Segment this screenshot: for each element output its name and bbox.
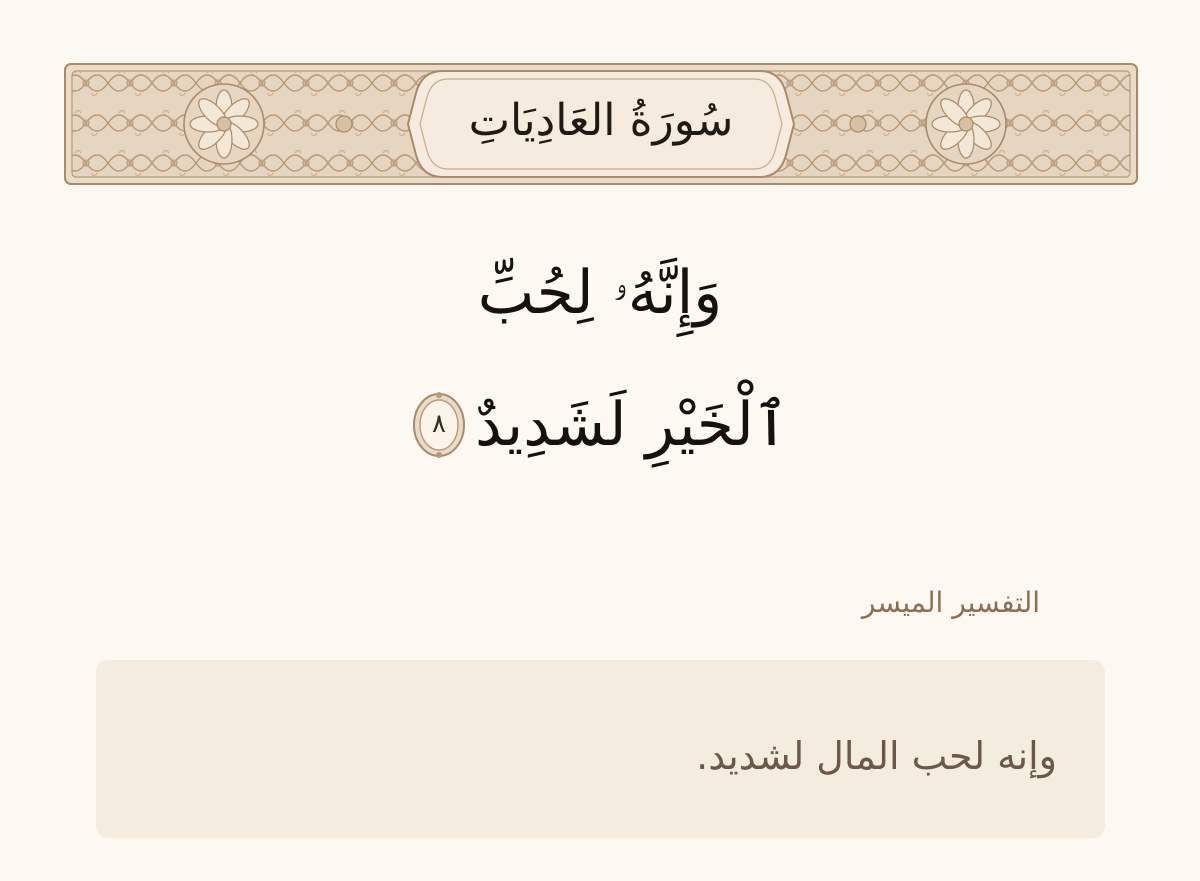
surah-title: سُورَةُ العَادِيَاتِ	[468, 95, 734, 146]
verse-line-2-row	[411, 375, 789, 475]
tafsir-text: وإنه لحب المال لشديد.	[696, 734, 1057, 778]
verse-line-2-container	[0, 375, 1200, 475]
tafsir-title: التفسير الميسر	[861, 586, 1040, 619]
surah-header-banner	[64, 63, 1138, 185]
ayah-number: ٨	[432, 409, 446, 439]
verse-line-2: ٱلْخَيْرِ لَشَدِيدٌ	[475, 390, 789, 460]
verse-line-1: وَإِنَّهُۥ لِحُبِّ	[477, 258, 723, 328]
ayah-number-marker	[411, 391, 467, 459]
tafsir-box	[96, 660, 1105, 838]
